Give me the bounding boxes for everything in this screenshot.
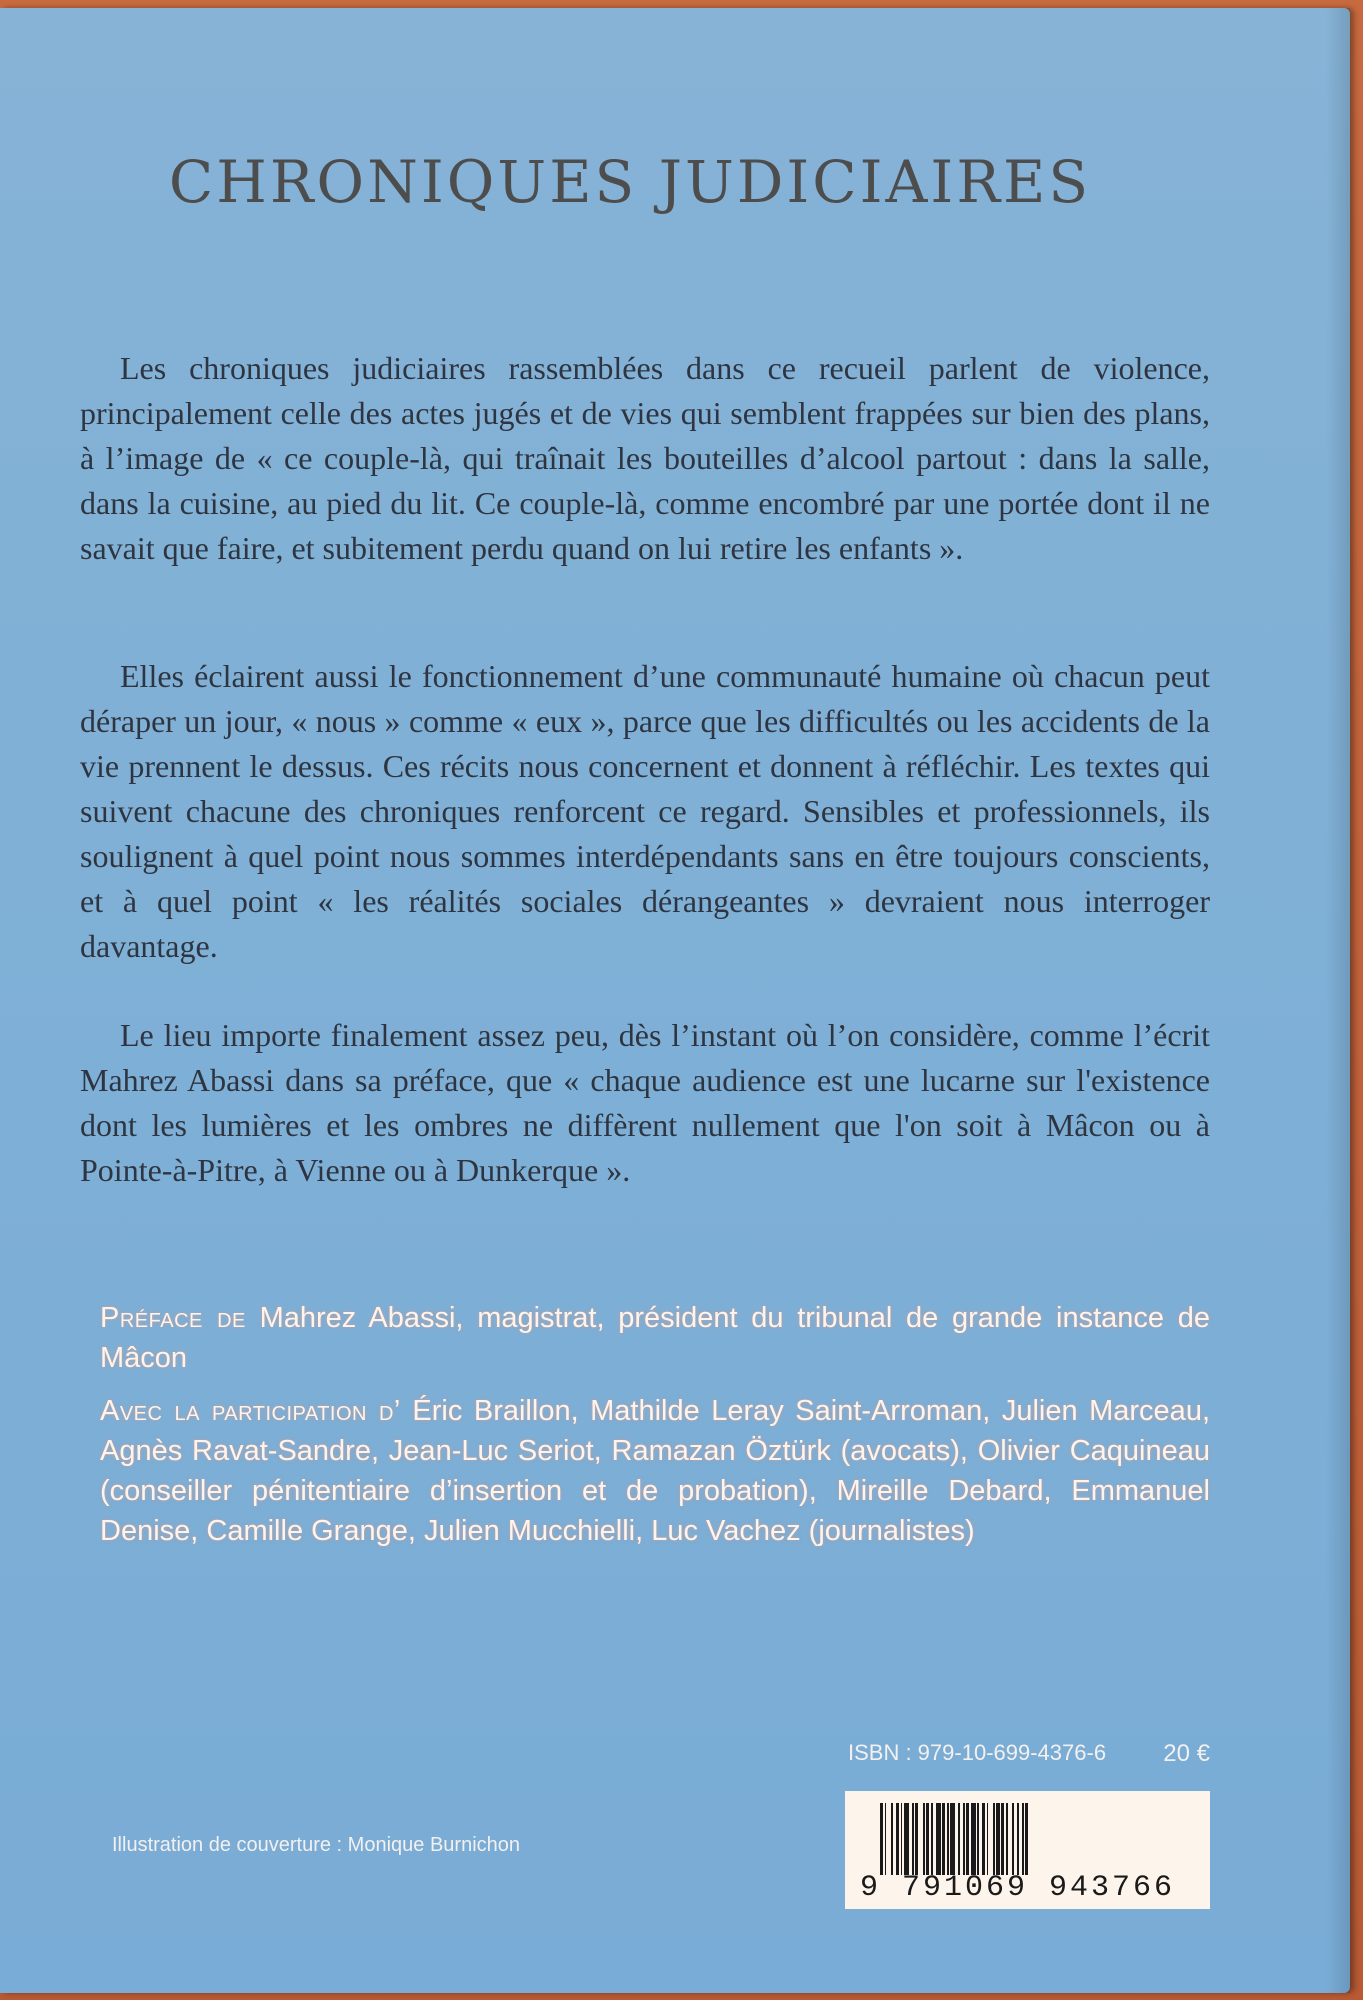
participation-label: Avec la participation d’ <box>100 1395 401 1427</box>
preface-text: Mahrez Abassi, magistrat, président du tribunal de grande instance de Mâcon <box>100 1302 1210 1374</box>
barcode-digits: 9 791069 943766 <box>860 1871 1176 1905</box>
summary-paragraph-3 <box>80 1013 1210 1193</box>
paragraph-text: Les chroniques judiciaires rassemblées dans ce recueil parlent de violence, principalement celle des actes jugés et de vies qui semblent frappées sur bien des plans, à l’image de « ce couple-là, qui traînait les bouteilles d’alcool partout : dans la salle, dans la cuisine, au pied du lit. Ce couple-là, comme encombré par une portée dont il ne savait que faire, et subitement perdu quand on lui retire les enfants ». <box>80 350 1210 566</box>
preface-credit <box>100 1298 1210 1378</box>
preface-label: Préface de <box>100 1302 246 1334</box>
barcode-bar <box>1028 1803 1033 1875</box>
illustration-credit: Illustration de couverture : Monique Burnichon <box>112 1834 521 1856</box>
cover-edge-shade <box>1326 8 1350 1993</box>
book-back-cover <box>0 8 1350 1993</box>
book-title: CHRONIQUES JUDICIAIRES <box>168 148 1092 216</box>
isbn-price-line <box>848 1740 1210 1768</box>
participation-text: Éric Braillon, Mathilde Leray Saint-Arroman, Julien Marceau, Agnès Ravat-Sandre, Jean-Luc Seriot, Ramazan Öztürk (avocats), Olivier Caquineau (conseiller pénitentiaire d’insertion et de probation), Mireille Debard, Emmanuel Denise, Camille Grange, Julien Mucchielli, Luc Vachez (journalistes) <box>100 1395 1210 1547</box>
price: 20 € <box>1163 1740 1210 1767</box>
summary-paragraph-2 <box>80 654 1210 969</box>
isbn-number: ISBN : 979-10-699-4376-6 <box>848 1740 1107 1765</box>
barcode-bars <box>880 1803 1175 1875</box>
paragraph-text: Le lieu importe finalement assez peu, dès l’instant où l’on considère, comme l’écrit Mahrez Abassi dans sa préface, que « chaque audience est une lucarne sur l'existence dont les lumières et les ombres ne diffèrent nullement que l'on soit à Mâcon ou à Pointe-à-Pitre, à Vienne ou à Dunkerque ». <box>80 1017 1210 1188</box>
paragraph-text: Elles éclairent aussi le fonctionnement d’une communauté humaine où chacun peut déraper un jour, « nous » comme « eux », parce que les difficultés ou les accidents de la vie prennent le dessus. Ces récits nous concernent et donnent à réfléchir. Les textes qui suivent chacune des chroniques renforcent ce regard. Sensibles et professionnels, ils soulignent à quel point nous sommes interdépendants sans en être toujours conscients, et à quel point « les réalités sociales dérangeantes » devraient nous interroger davantage. <box>80 658 1210 964</box>
summary-paragraph-1 <box>80 346 1210 571</box>
barcode <box>845 1791 1210 1909</box>
participation-credit <box>100 1391 1210 1551</box>
